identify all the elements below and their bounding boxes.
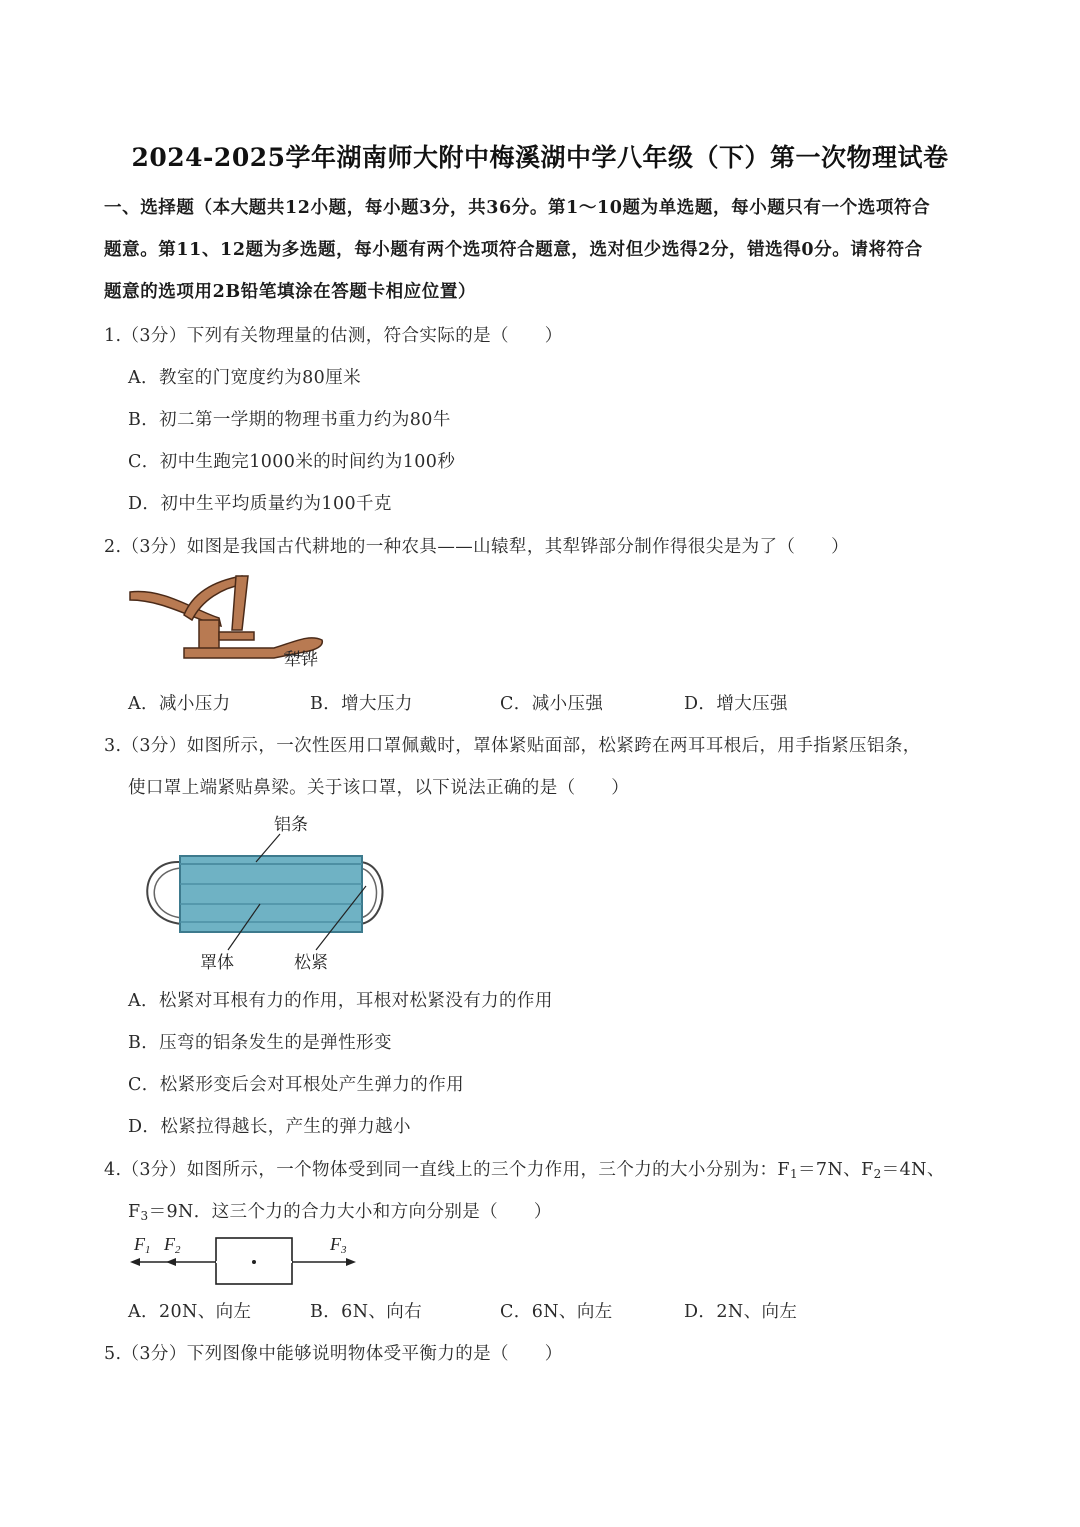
- section-heading-line-1: 一、选择题（本大题共12小题，每小题3分，共36分。第1～10题为单选题，每小题只有一个选项符合: [104, 198, 931, 218]
- question-1-option-c[interactable]: C．初中生跑完1000米的时间约为100秒: [128, 452, 456, 472]
- q4-text-c: ＝7N、F: [798, 1160, 874, 1180]
- q4-text-a: 4.（3分）如图所示，一个物体受到同一直线上的三个力作用，三个力的大小分别为：F: [104, 1160, 790, 1180]
- question-1-stem: 1.（3分）下列有关物理量的估测，符合实际的是（ ）: [104, 326, 563, 346]
- elastic-band-label: 松紧: [294, 953, 328, 972]
- question-4-option-a[interactable]: A．20N、向左: [128, 1302, 252, 1322]
- section-heading-line-2: 题意。第11、12题为多选题，每小题有两个选项符合题意，选对但少选得2分，错选得0分。请将符合: [104, 240, 923, 260]
- plow-share-label: 犁铧: [284, 650, 318, 669]
- q4-text-f: F: [128, 1202, 141, 1222]
- question-2-option-d[interactable]: D．增大压强: [684, 694, 788, 714]
- question-4-option-c[interactable]: C．6N、向左: [500, 1302, 613, 1322]
- force-f1-label: F1: [134, 1234, 151, 1256]
- question-4-option-d[interactable]: D．2N、向左: [684, 1302, 798, 1322]
- question-3-option-b[interactable]: B．压弯的铝条发生的是弹性形变: [128, 1033, 392, 1053]
- force-f2-label: F2: [164, 1234, 181, 1256]
- plow-illustration: [124, 570, 344, 675]
- question-2-option-b[interactable]: B．增大压力: [310, 694, 413, 714]
- plow-figure: [124, 570, 344, 675]
- question-5-stem: 5.（3分）下列图像中能够说明物体受平衡力的是（ ）: [104, 1344, 563, 1364]
- question-2-option-c[interactable]: C．减小压强: [500, 694, 604, 714]
- mask-figure: [128, 812, 388, 974]
- question-4-stem-line-1: [104, 1156, 945, 1181]
- question-1-option-b[interactable]: B．初二第一学期的物理书重力约为80牛: [128, 410, 451, 430]
- question-1-option-d[interactable]: D．初中生平均质量约为100千克: [128, 494, 392, 514]
- question-2-option-a[interactable]: A．减小压力: [128, 694, 231, 714]
- q4-sub-2: 2: [873, 1167, 882, 1181]
- question-4-stem-line-2: [128, 1198, 552, 1223]
- question-3-option-a[interactable]: A．松紧对耳根有力的作用，耳根对松紧没有力的作用: [128, 991, 553, 1011]
- force-f3-label: F3: [330, 1234, 347, 1256]
- force-diagram-svg: [128, 1232, 360, 1288]
- question-4-option-b[interactable]: B．6N、向右: [310, 1302, 423, 1322]
- q4-sub-3: 3: [140, 1209, 149, 1223]
- question-3-stem-line-2: 使口罩上端紧贴鼻梁。关于该口罩，以下说法正确的是（ ）: [128, 778, 630, 798]
- force-diagram: [128, 1232, 360, 1288]
- exam-title: 2024-2025学年湖南师大附中梅溪湖中学八年级（下）第一次物理试卷: [131, 143, 949, 172]
- q4-text-g: ＝9N．这三个力的合力大小和方向分别是（ ）: [148, 1202, 552, 1222]
- question-3-stem-line-1: 3.（3分）如图所示，一次性医用口罩佩戴时，罩体紧贴面部，松紧跨在两耳耳根后，用手指紧压铝条，: [104, 736, 921, 756]
- mask-illustration: [128, 812, 388, 974]
- question-3-option-d[interactable]: D．松紧拉得越长，产生的弹力越小: [128, 1117, 411, 1137]
- aluminum-strip-label: 铝条: [274, 815, 308, 834]
- question-1-option-a[interactable]: A．教室的门宽度约为80厘米: [128, 368, 362, 388]
- section-heading-line-3: 题意的选项用2B铅笔填涂在答题卡相应位置）: [104, 282, 477, 302]
- question-3-option-c[interactable]: C．松紧形变后会对耳根处产生弹力的作用: [128, 1075, 464, 1095]
- question-2-stem: 2.（3分）如图是我国古代耕地的一种农具——山辕犁，其犁铧部分制作得很尖是为了（ ）: [104, 537, 850, 557]
- q4-sub-1: 1: [789, 1167, 799, 1181]
- mask-body-label: 罩体: [200, 953, 234, 972]
- q4-text-e: ＝4N、: [881, 1160, 945, 1180]
